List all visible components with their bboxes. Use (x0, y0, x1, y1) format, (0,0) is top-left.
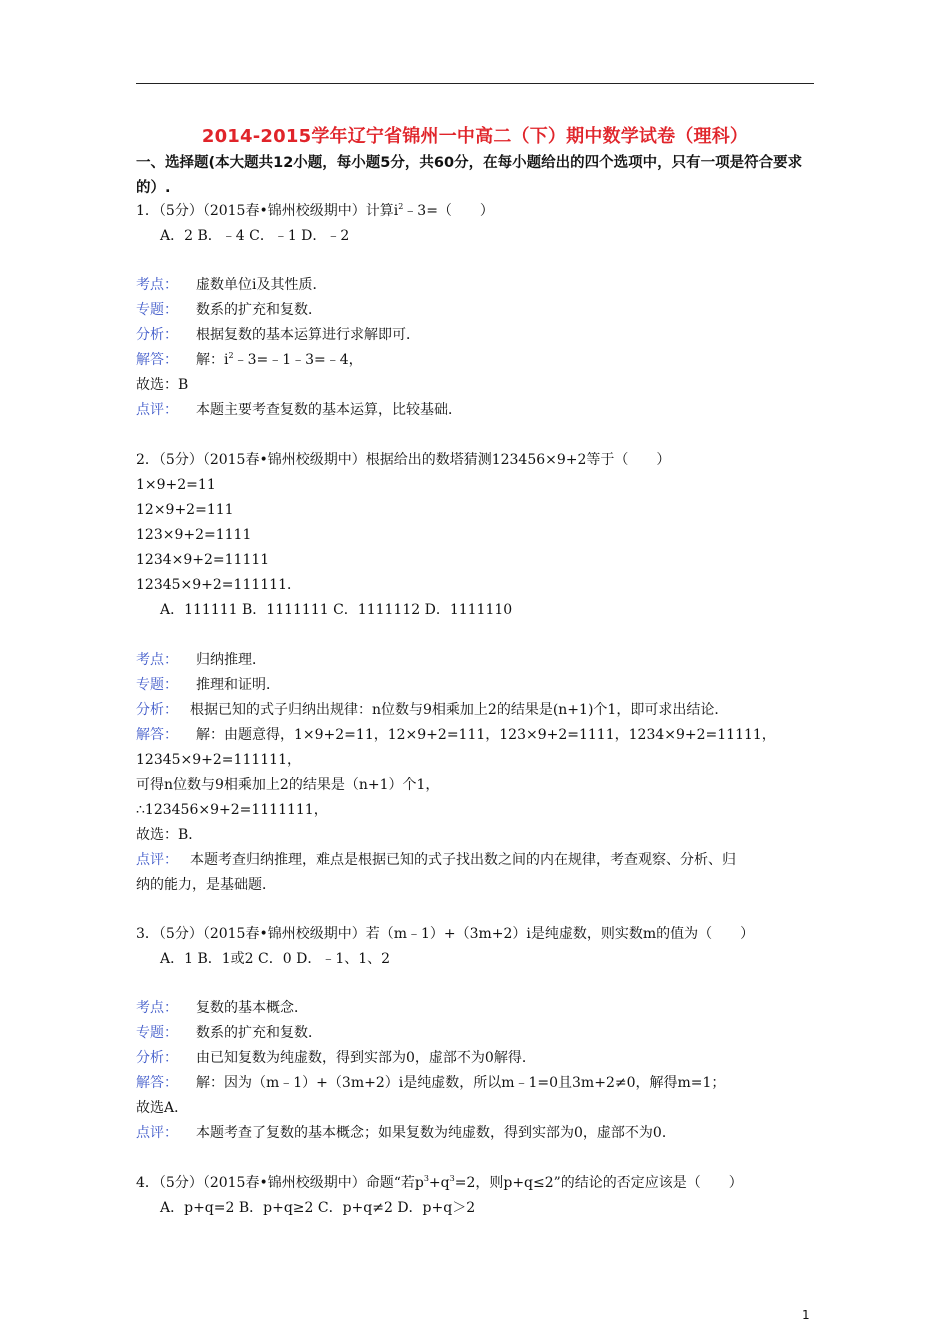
q1-kaodian: 考点： 虚数单位i及其性质． (136, 277, 327, 293)
q3-jieda: 解答： 解：因为（m﹣1）+（3m+2）i是纯虚数，所以m﹣1=0且3m+2≠0，解得m=1； (136, 1075, 726, 1091)
q4-options: A．p+q=2 B．p+q≥2 C．p+q≠2 D．p+q＞2 (160, 1200, 476, 1216)
q2-tower-line: 12×9+2=111 (136, 502, 234, 518)
q1-jieda: 解答： 解：$i^2﹣3=﹣1﹣3=﹣4$， (136, 351, 363, 368)
q3-kaodian: 考点： 复数的基本概念． (136, 1000, 308, 1016)
q2-jieda-line: 12345×9+2=111111， (136, 752, 301, 768)
q2-tower-line: 1×9+2=11 (136, 477, 216, 493)
q2-dianping: 点评： 本题考查归纳推理，难点是根据已知的式子找出数之间的内在规律，考查观察、分析、归 (136, 852, 736, 868)
q3-dianping: 点评： 本题考查了复数的基本概念；如果复数为纯虚数，得到实部为0，虚部不为0． (136, 1125, 676, 1141)
q2-tower-line: 1234×9+2=11111 (136, 552, 270, 568)
exam-title: 2014-2015学年辽宁省锦州一中高二（下）期中数学试卷（理科） (201, 126, 749, 147)
q3-answer: 故选A． (136, 1100, 189, 1116)
q2-jieda: 解答： 解：由题意得，1×9+2=11，12×9+2=111，123×9+2=1111，1234×9+2=11111， (136, 727, 776, 743)
q1-answer: 故选：B (136, 377, 189, 393)
q1-fenxi: 分析： 根据复数的基本运算进行求解即可． (136, 327, 420, 343)
q1-dianping: 点评： 本题主要考查复数的基本运算，比较基础． (136, 402, 462, 418)
q3-stem: 3．（5分）（2015春•锦州校级期中）若（m﹣1）+（3m+2）i是纯虚数，则实数m的值为（ ） (136, 926, 755, 942)
q2-dianping-cont: 纳的能力，是基础题． (136, 877, 276, 893)
q2-stem: 2．（5分）（2015春•锦州校级期中）根据给出的数塔猜测123456×9+2等于（ ） (136, 452, 671, 468)
q3-fenxi: 分析： 由已知复数为纯虚数，得到实部为0，虚部不为0解得． (136, 1050, 536, 1066)
q3-options: A．1 B．1或2 C．0 D．﹣1、1、2 (160, 951, 391, 967)
q2-answer: 故选：B． (136, 827, 203, 843)
q2-tower-line: 123×9+2=1111 (136, 527, 252, 543)
q1-options: A．2 B．﹣4 C．﹣1 D．﹣2 (160, 228, 350, 244)
q1-stem: 1．（5分）（2015春•锦州校级期中）计算$i^2﹣3=$（ ） (136, 202, 494, 219)
q3-zhuanti: 专题： 数系的扩充和复数． (136, 1025, 322, 1041)
q2-tower-line: 12345×9+2=111111． (136, 577, 301, 593)
page-number: 1 (802, 1308, 810, 1322)
q2-jieda-line: ∴123456×9+2=1111111， (136, 802, 328, 818)
q4-stem: 4．（5分）（2015春•锦州校级期中）命题“若$p^3+q^3=2$，则p+q≤2”的结论的否定应该是（ ） (136, 1174, 743, 1191)
q2-fenxi: 分析： 根据已知的式子归纳出规律：n位数与9相乘加上2的结果是(n+1)个1，即可求出结论． (136, 702, 729, 718)
section-header: 一、选择题(本大题共12小题，每小题5分，共60分，在每小题给出的四个选项中，只有一项是符合要求的）. (136, 155, 803, 196)
q1-zhuanti: 专题： 数系的扩充和复数． (136, 302, 322, 318)
header-rule (136, 83, 814, 84)
q2-zhuanti: 专题： 推理和证明． (136, 677, 280, 693)
q2-kaodian: 考点： 归纳推理． (136, 652, 266, 668)
q2-jieda-line: 可得n位数与9相乘加上2的结果是（n+1）个1， (136, 777, 440, 793)
q2-options: A．111111 B．1111111 C．1111112 D．1111110 (160, 602, 513, 618)
